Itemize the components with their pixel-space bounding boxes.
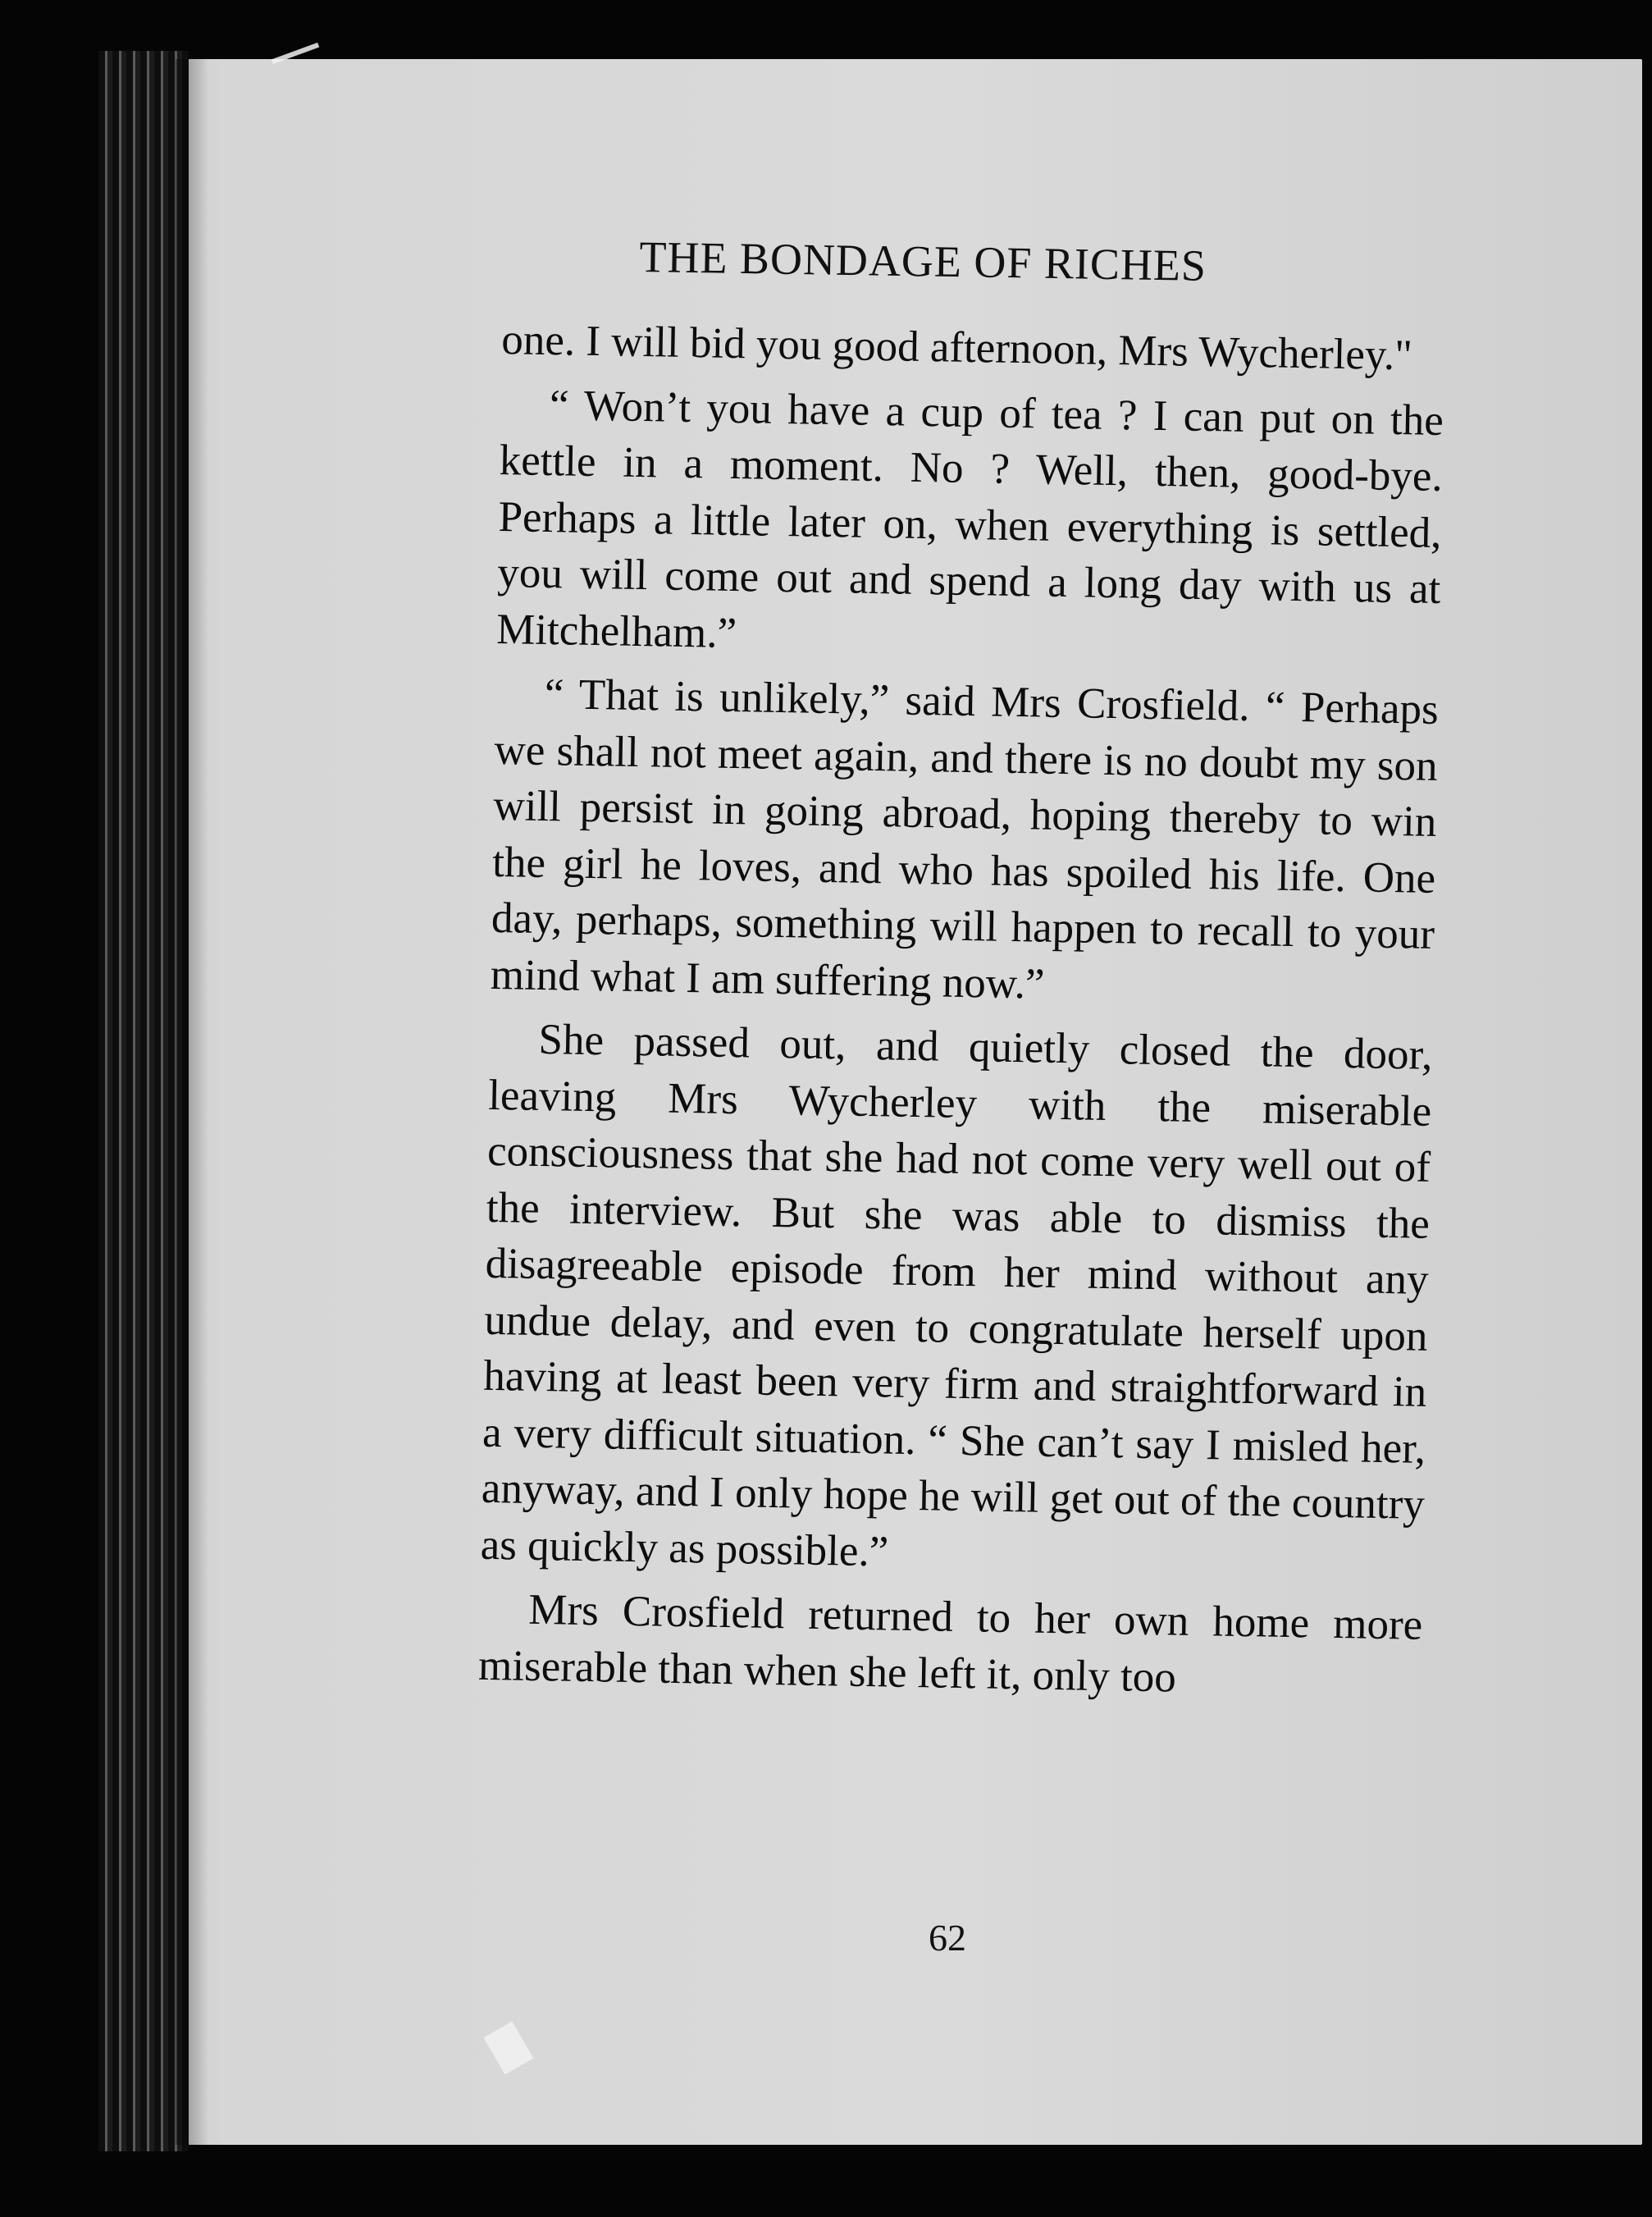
paragraph: “ Won’t you have a cup of tea ? I can put on the kettle in a moment. No ? Well, then, good-bye. Perhaps a little later on, when everything is settled, you will come out and spend a long day with us at Mitchelham.” xyxy=(495,381,1444,657)
body-text xyxy=(477,312,1444,1718)
page-number: 62 xyxy=(929,1917,966,1959)
gutter-shadow xyxy=(176,59,208,2145)
running-head: THE BONDAGE OF RICHES xyxy=(639,231,1207,290)
paragraph: Mrs Crosfield returned to her own home more miserable than when she left it, only too xyxy=(477,1585,1423,1702)
paragraph: “ That is unlikely,” said Mrs Crosfield. “ Perhaps we shall not meet again, and there is no doubt my son will persist in going abroad, hoping thereby to win the girl he loves, and who has spoiled his life. One day, perhaps, something will happen to recall to your mind what I am suffering now.” xyxy=(490,670,1440,1008)
paragraph: She passed out, and quietly closed the door, leaving Mrs Wycherley with the miserable consciousness that she had not come very well out of the interview. But she was able to dismiss the disagreeable episode from her mind without any undue delay, and even to congratulate herself upon having at least been very firm and straightforward in a very difficult situation. “ She can’t say I misled her, anyway, and I only hope he will get out of the country as quickly as possible.” xyxy=(480,1015,1433,1575)
paragraph: one. I will bid you good afternoon, Mrs Wycherley." xyxy=(500,315,1413,380)
